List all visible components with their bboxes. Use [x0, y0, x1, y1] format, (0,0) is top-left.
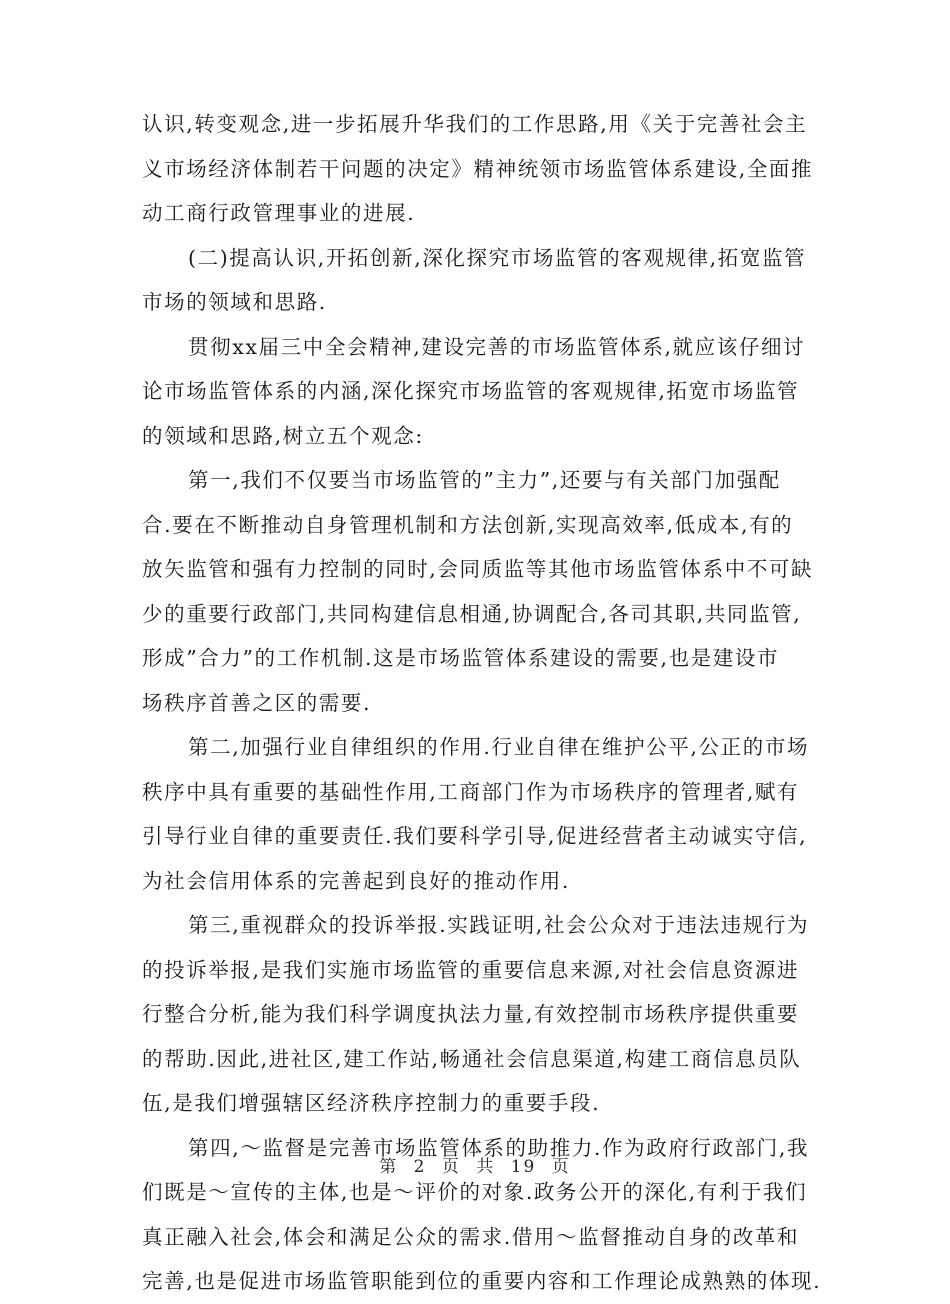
text-line: 行整合分析,能为我们科学调度执法力量,有效控制市场秩序提供重要	[142, 1002, 800, 1026]
text-line: 完善,也是促进市场监管职能到位的重要内容和工作理论成熟熟的体现.	[142, 1269, 822, 1293]
text-line: 第二,加强行业自律组织的作用.行业自律在维护公平,公正的市场	[188, 735, 810, 759]
text-line: 放矢监管和强有力控制的同时,会同质监等其他市场监管体系中不可缺	[142, 557, 814, 581]
text-line: 为社会信用体系的完善起到良好的推动作用.	[142, 868, 571, 893]
text-line: 形成”合力”的工作机制.这是市场监管体系建设的需要,也是建设市	[142, 646, 780, 670]
text-line: 动工商行政管理事业的进展.	[142, 201, 416, 225]
text-line: 第一,我们不仅要当市场监管的”主力”,还要与有关部门加强配	[188, 468, 781, 492]
current-page-number: 2	[413, 1157, 427, 1177]
text-line: 合.要在不断推动自身管理机制和方法创新,实现高效率,低成本,有的	[142, 512, 794, 537]
text-line: 真正融入社会,体会和满足公众的需求.借用～监督推动自身的改革和	[142, 1224, 800, 1249]
section-heading-line: (二)提高认识,开拓创新,深化探究市场监管的客观规律,拓宽监管	[188, 245, 807, 270]
text-line: 的投诉举报,是我们实施市场监管的重要信息来源,对社会信息资源进	[142, 957, 800, 982]
text-line: 场秩序首善之区的需要.	[142, 690, 372, 715]
text-line: 认识,转变观念,进一步拓展升华我们的工作思路,用《关于完善社会主	[142, 112, 808, 136]
text-line: 贯彻xx届三中全会精神,建设完善的市场监管体系,就应该仔细讨	[188, 334, 806, 359]
text-line: 的帮助.因此,进社区,建工作站,畅通社会信息渠道,构建工商信息员队	[142, 1046, 802, 1071]
text-line: 义市场经济体制若干问题的决定》精神统领市场监管体系建设,全面推	[142, 156, 814, 181]
text-line: 引导行业自律的重要责任.我们要科学引导,促进经营者主动诚实守信,	[142, 824, 808, 848]
section-heading-line: 市场的领域和思路.	[142, 290, 327, 314]
text-line: 伍,是我们增强辖区经济秩序控制力的重要手段.	[142, 1091, 601, 1115]
text-line: 第四,～监督是完善市场监管体系的助推力.作为政府行政部门,我	[188, 1135, 810, 1160]
text-line: 少的重要行政部门,共同构建信息相通,协调配合,各司其职,共同监管,	[142, 601, 802, 626]
text-line: 们既是～宣传的主体,也是～评价的对象.政务公开的深化,有利于我们	[142, 1180, 808, 1204]
footer-suffix: 页	[551, 1157, 571, 1177]
document-body	[142, 102, 822, 1304]
footer-page-word: 页	[441, 1157, 461, 1177]
footer-total-word: 共	[476, 1157, 496, 1177]
page-footer	[0, 1152, 950, 1177]
text-line: 第三,重视群众的投诉举报.实践证明,社会公众对于违法违规行为	[188, 913, 810, 937]
text-line: 秩序中具有重要的基础性作用,工商部门作为市场秩序的管理者,赋有	[142, 779, 800, 804]
text-line: 的领域和思路,树立五个观念:	[142, 423, 424, 448]
total-pages-number: 19	[510, 1157, 537, 1177]
text-line: 论市场监管体系的内涵,深化探究市场监管的客观规律,拓宽市场监管	[142, 379, 800, 403]
footer-prefix: 第	[379, 1157, 399, 1177]
